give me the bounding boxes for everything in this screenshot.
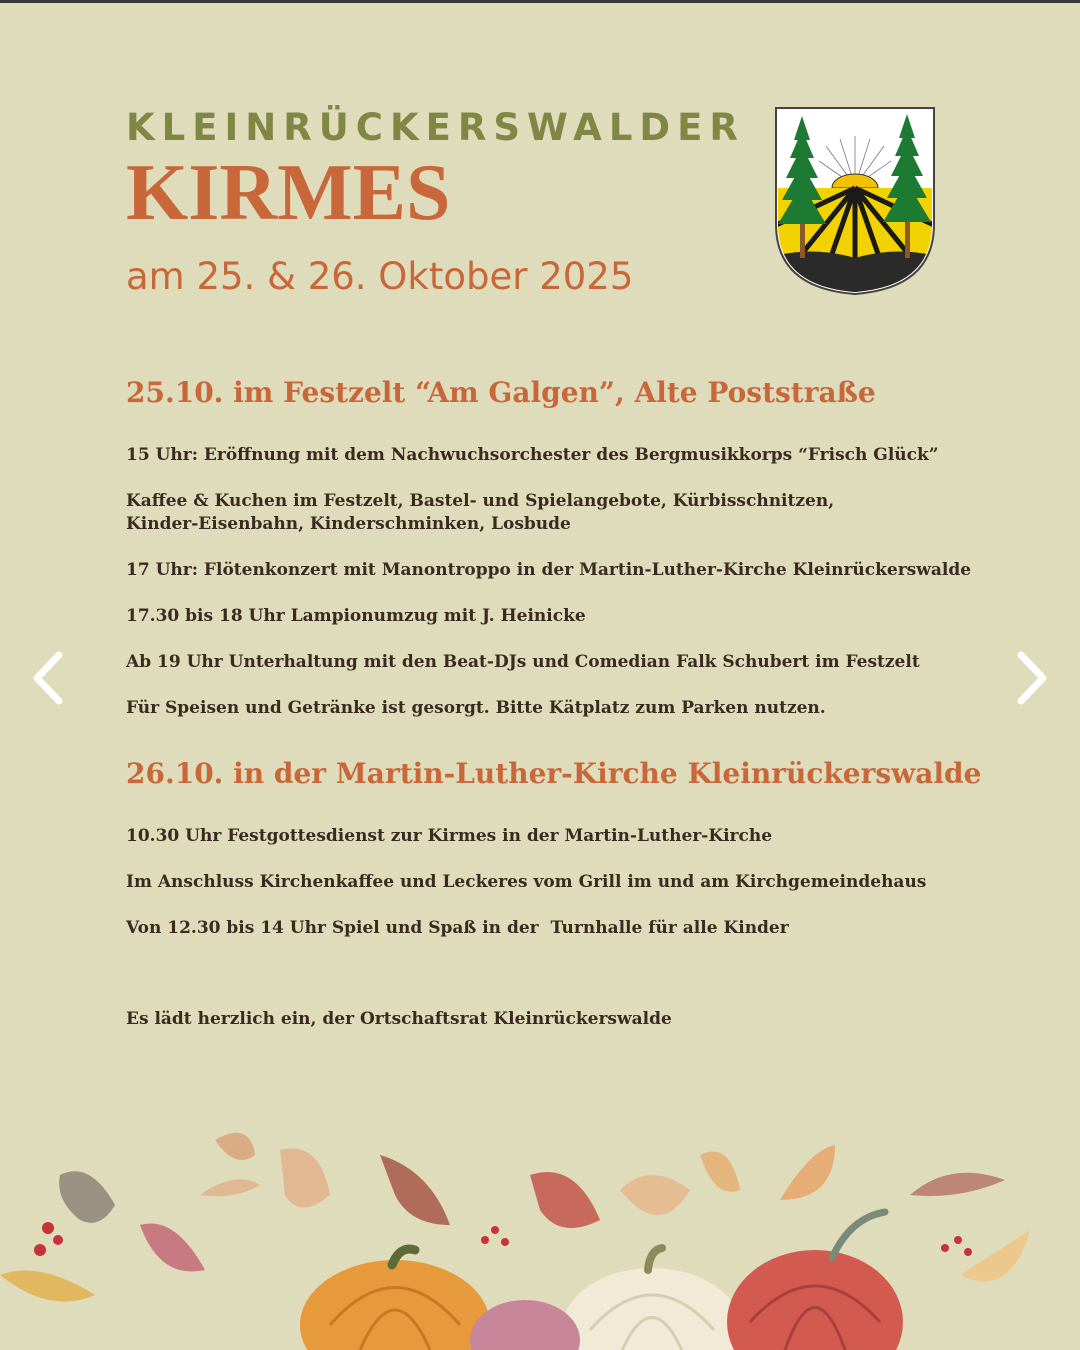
day2-item-service: 10.30 Uhr Festgottesdienst zur Kirmes in der Martin-Luther-Kirche (126, 826, 773, 846)
day2-item-church-coffee: Im Anschluss Kirchenkaffee und Leckeres vom Grill im und am Kirchgemeindehaus (126, 872, 927, 892)
event-date: am 25. & 26. Oktober 2025 (126, 255, 634, 298)
day2-section (126, 757, 986, 790)
chevron-left-icon (31, 651, 65, 705)
day1-item-catering: Für Speisen und Getränke ist gesorgt. Bitte Kätplatz zum Parken nutzen. (126, 698, 826, 718)
day1-heading: 25.10. im Festzelt “Am Galgen”, Alte Poststraße (126, 376, 876, 409)
coat-of-arms-icon (774, 106, 936, 296)
day1-section (126, 376, 986, 409)
autumn-foliage-decoration (0, 1100, 1080, 1350)
poster-header (126, 105, 746, 298)
top-border (0, 0, 1080, 3)
village-name: KLEINRÜCKERSWALDER (126, 106, 745, 149)
day1-item-opening: 15 Uhr: Eröffnung mit dem Nachwuchsorchester des Bergmusikkorps “Frisch Glück” (126, 445, 939, 465)
poster-title: KIRMES (126, 149, 451, 237)
next-slide-button[interactable] (1010, 648, 1054, 708)
day1-item-flute-concert: 17 Uhr: Flötenkonzert mit Manontroppo in der Martin-Luther-Kirche Kleinrückerswalde (126, 560, 972, 580)
chevron-right-icon (1015, 651, 1049, 705)
closing-invitation: Es lädt herzlich ein, der Ortschaftsrat Kleinrückerswalde (126, 1009, 672, 1029)
day2-heading: 26.10. in der Martin-Luther-Kirche Kleinrückerswalde (126, 757, 982, 790)
day1-item-lantern-parade: 17.30 bis 18 Uhr Lampionumzug mit J. Heinicke (126, 606, 586, 626)
day2-item-kids-games: Von 12.30 bis 14 Uhr Spiel und Spaß in der Turnhalle für alle Kinder (126, 918, 789, 938)
previous-slide-button[interactable] (26, 648, 70, 708)
day1-item-activities: Kaffee & Kuchen im Festzelt, Bastel- und Spielangebote, Kürbisschnitzen, Kinder-Eisenbahn, Kinderschminken, Losbude (126, 491, 835, 534)
day1-item-entertainment: Ab 19 Uhr Unterhaltung mit den Beat-DJs und Comedian Falk Schubert im Festzelt (126, 652, 920, 672)
